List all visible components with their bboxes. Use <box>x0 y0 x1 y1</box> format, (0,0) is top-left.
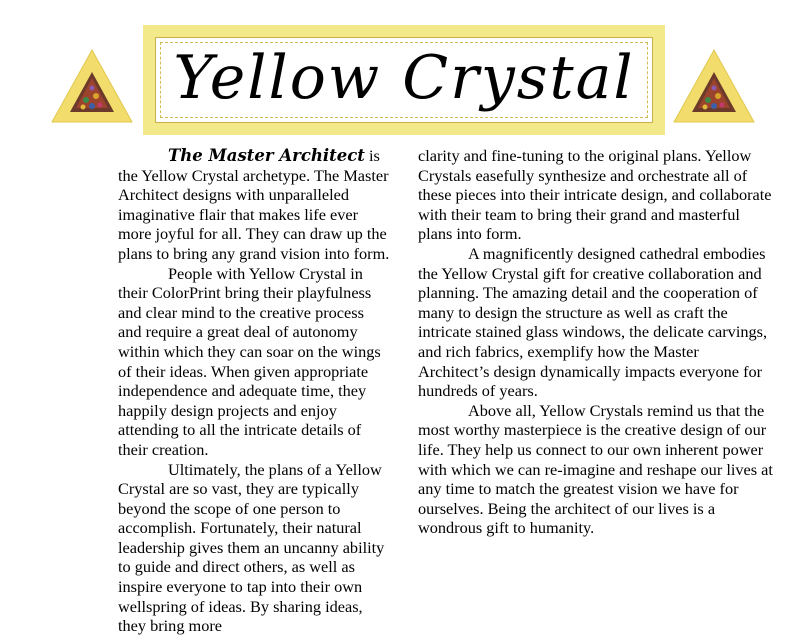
title-banner <box>143 25 665 135</box>
intro-text: is the Yellow Crystal archetype. The Master Architect designs with unparalleled imaginative flair that makes life ever more joyful for all. They can draw up the plans to bring any grand vision into form. <box>118 146 390 263</box>
page-title: Yellow Crystal <box>173 43 635 113</box>
mosaic-triangle-icon <box>672 48 756 124</box>
lead-heading: The Master Architect <box>168 146 365 165</box>
left-column <box>118 146 390 636</box>
paragraph: People with Yellow Crystal in their ColorPrint bring their playfulness and clear mind to the creative process and require a great deal of autonomy within which they can soar on the wings of their ideas. When given appropriate independence and adequate time, they happily design projects and enjoy attending to all the intricate details of their creation. <box>118 263 381 459</box>
paragraph: A magnificently designed cathedral embodies the Yellow Crystal gift for creative collaboration and planning. The amazing detail and the cooperation of many to design the structure as well as craft the intricate stained glass windows, the delicate carvings, and rich fabrics, exemplify how the Master Architect’s design dynamically impacts everyone for hundreds of years. <box>418 243 768 401</box>
paragraph: Ultimately, the plans of a Yellow Crystal are so vast, they are typically beyond the scope of one person to accomplish. Fortunately, their natural leadership gives them an uncanny ability to guide and direct others, as well as inspire everyone to tap into their own wellspring of ideas. By sharing ideas, they bring more <box>118 459 385 636</box>
title-frame <box>155 37 653 123</box>
right-column <box>418 146 773 538</box>
mosaic-triangle-icon <box>50 48 134 124</box>
paragraph: Above all, Yellow Crystals remind us that the most worthy masterpiece is the creative design of our life. They help us connect to our own inherent power with which we can re-imagine and reshape our lives at any time to match the greatest vision we have for ourselves. Being the architect of our lives is a wondrous gift to humanity. <box>418 400 773 538</box>
paragraph-intro <box>118 146 390 264</box>
banner-border-decoration <box>160 42 648 118</box>
paragraph: clarity and fine-tuning to the original plans. Yellow Crystals easefully synthesize and orchestrate all of these pieces into their intricate design, and collaborate with their team to bring their grand and masterful plans into form. <box>418 146 772 244</box>
